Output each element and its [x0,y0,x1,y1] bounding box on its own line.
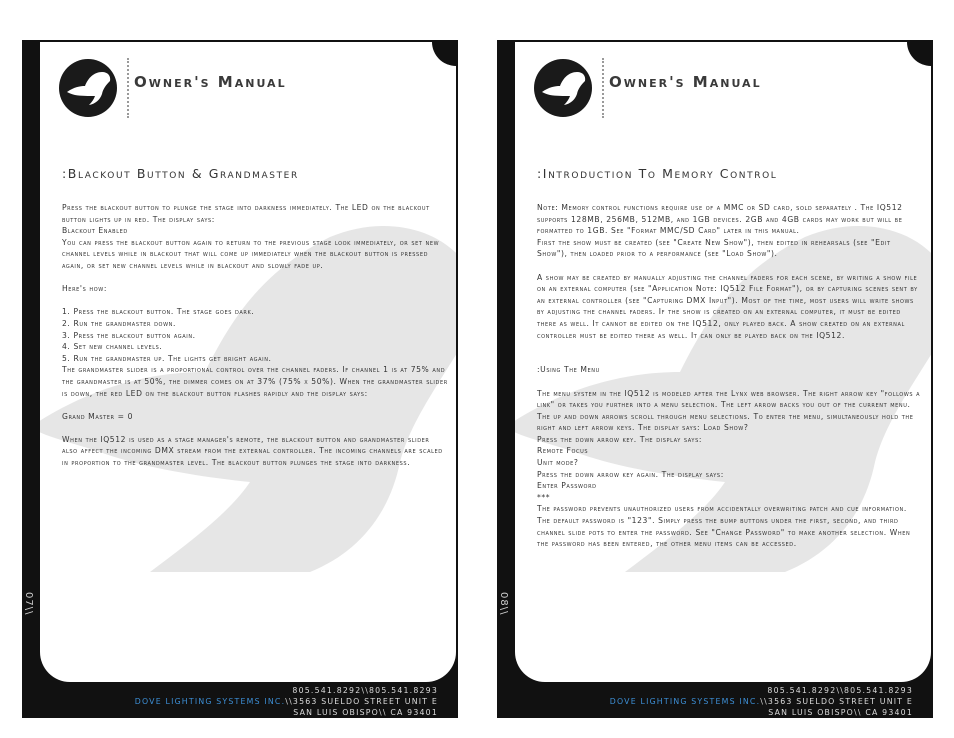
page-content-area [515,42,931,682]
paragraph: 5. Run the grandmaster up. The lights get bright again. [62,353,272,363]
footer-city: SAN LUIS OBISPO\\ CA 93401 [293,708,438,717]
dove-logo-icon [533,58,593,118]
paragraph: 3. Press the blackout button again. [62,330,196,340]
paragraph: 1. Press the blackout button. The stage goes dark. [62,307,255,317]
header-divider [602,58,604,118]
footer-company: DOVE LIGHTING SYSTEMS INC. [609,697,761,706]
footer-street: \\3563 SUELDO STREET UNIT E [285,697,438,706]
paragraph: 4. Set new channel levels. [62,342,163,352]
footer-phone: 805.541.8292\\805.541.8293 [767,686,913,695]
paragraph: Press the down arrow key again. The display says: [537,469,724,479]
paragraph: The password prevents unauthorized users from accidentally overwriting patch and cue information. The default password is "123". Simply press the bump buttons under the first, second, and third channel slide pots to enter the password. See "Change Password" to make another selection. When the password has been entered, the other menu items can be accessed. [537,504,911,549]
footer-street: \\3563 SUELDO STREET UNIT E [760,697,913,706]
footer-phone: 805.541.8292\\805.541.8293 [292,686,438,695]
footer-address [135,697,438,706]
paragraph-spacer [62,295,448,307]
page-number: 07\\ [23,592,34,616]
paragraph: You can press the blackout button again to return to the previous stage look immediately, or set new channel levels while in blackout that will come up immediately when the blackout button is pressed again, or set new channel levels while in blackout and slowly fade up. [62,237,440,270]
paragraph: Note: Memory control functions require use of a MMC or SD card, sold separately . The IQ512 supports 128MB, 256MB, 512MB, and 1GB devices. 2GB and 4GB cards may work but will be formatted to 1GB. See "Format MMC/SD Card" later in this manual. [537,203,903,236]
footer-company: DOVE LIGHTING SYSTEMS INC. [134,697,286,706]
paragraph-spacer [537,260,923,272]
paragraph: Press the blackout button to plunge the stage into darkness immediately. The LED on the blackout button lights up in red. The display says: [62,203,430,224]
page-header: Owner's Manual [609,73,762,91]
manual-page-right [497,40,933,718]
paragraph: Here's how: [62,284,107,294]
paragraph: Remote Focus [537,446,589,456]
paragraph-spacer [537,376,923,388]
footer-address [610,697,913,706]
paragraph: A show may be created by manually adjusting the channel faders for each scene, by writing a show file on an external computer (see "Application Note: IQ512 File Format"), or by capturing scenes sent by an external controller (see "Capturing DMX Input"). Most of the time, most users will write shows by adjusting the channel faders. If the show is created on an external computer, it must be edited there as well. It cannot be edited on the IQ512, only played back. A show created on an external controller must be edited there as well. It can only be played back on the IQ512. [537,272,918,340]
page-content-area [40,42,456,682]
body-text [537,202,923,550]
paragraph: 2. Run the grandmaster down. [62,318,176,328]
paragraph-spacer [62,399,448,411]
paragraph: Press the down arrow key. The display says: [537,434,702,444]
paragraph: When the IQ512 is used as a stage manager's remote, the blackout button and grandmaster slider also affect the incoming DMX stream from the external controller. The incoming channels are scaled in proportion to the grandmaster level. The blackout button plunges the stage into darkness. [62,434,443,468]
paragraph: :Using The Menu [537,365,600,375]
paragraph-spacer [62,272,448,284]
dove-logo-icon [58,58,118,118]
paragraph-spacer [62,422,448,434]
body-text [62,202,448,469]
paragraph: First the show must be created (see "Create New Show"), then edited in rehearsals (see "Edit Show"), then loaded prior to a performance (see "Load Show"). [537,237,891,259]
footer-city: SAN LUIS OBISPO\\ CA 93401 [768,708,913,717]
paragraph: The menu system in the IQ512 is modeled after the Lynx web browser. The right arrow key "follows a link" or takes you further into a menu selection. The left arrow backs you out of the current menu. The up and down arrows scroll through menu selections. To enter the menu, simultaneously hold the right and left arrow keys. The display says: Load Show? [537,388,921,433]
paragraph: Blackout Enabled [62,226,128,236]
page-number: 08\\ [498,592,509,616]
header-divider [127,58,129,118]
section-title: :Blackout Button & Grandmaster [62,166,299,181]
page-header: Owner's Manual [134,73,287,91]
section-title: :Introduction To Memory Control [537,166,778,181]
paragraph-spacer [537,353,923,365]
manual-page-left [22,40,458,718]
paragraph: The grandmaster slider is a proportional control over the channel faders. If channel 1 is at 75% and the grandmaster is at 50%, the dimmer comes on at 37% (75% x 50%). When the grandmaster slider is down, the red LED on the blackout button flashes rapidly and the display says: [62,365,448,398]
paragraph: *** [537,492,551,502]
paragraph: Grand Master = 0 [62,411,134,421]
paragraph: Enter Password [537,481,597,491]
paragraph: Unit mode? [537,458,579,468]
paragraph-spacer [537,341,923,353]
